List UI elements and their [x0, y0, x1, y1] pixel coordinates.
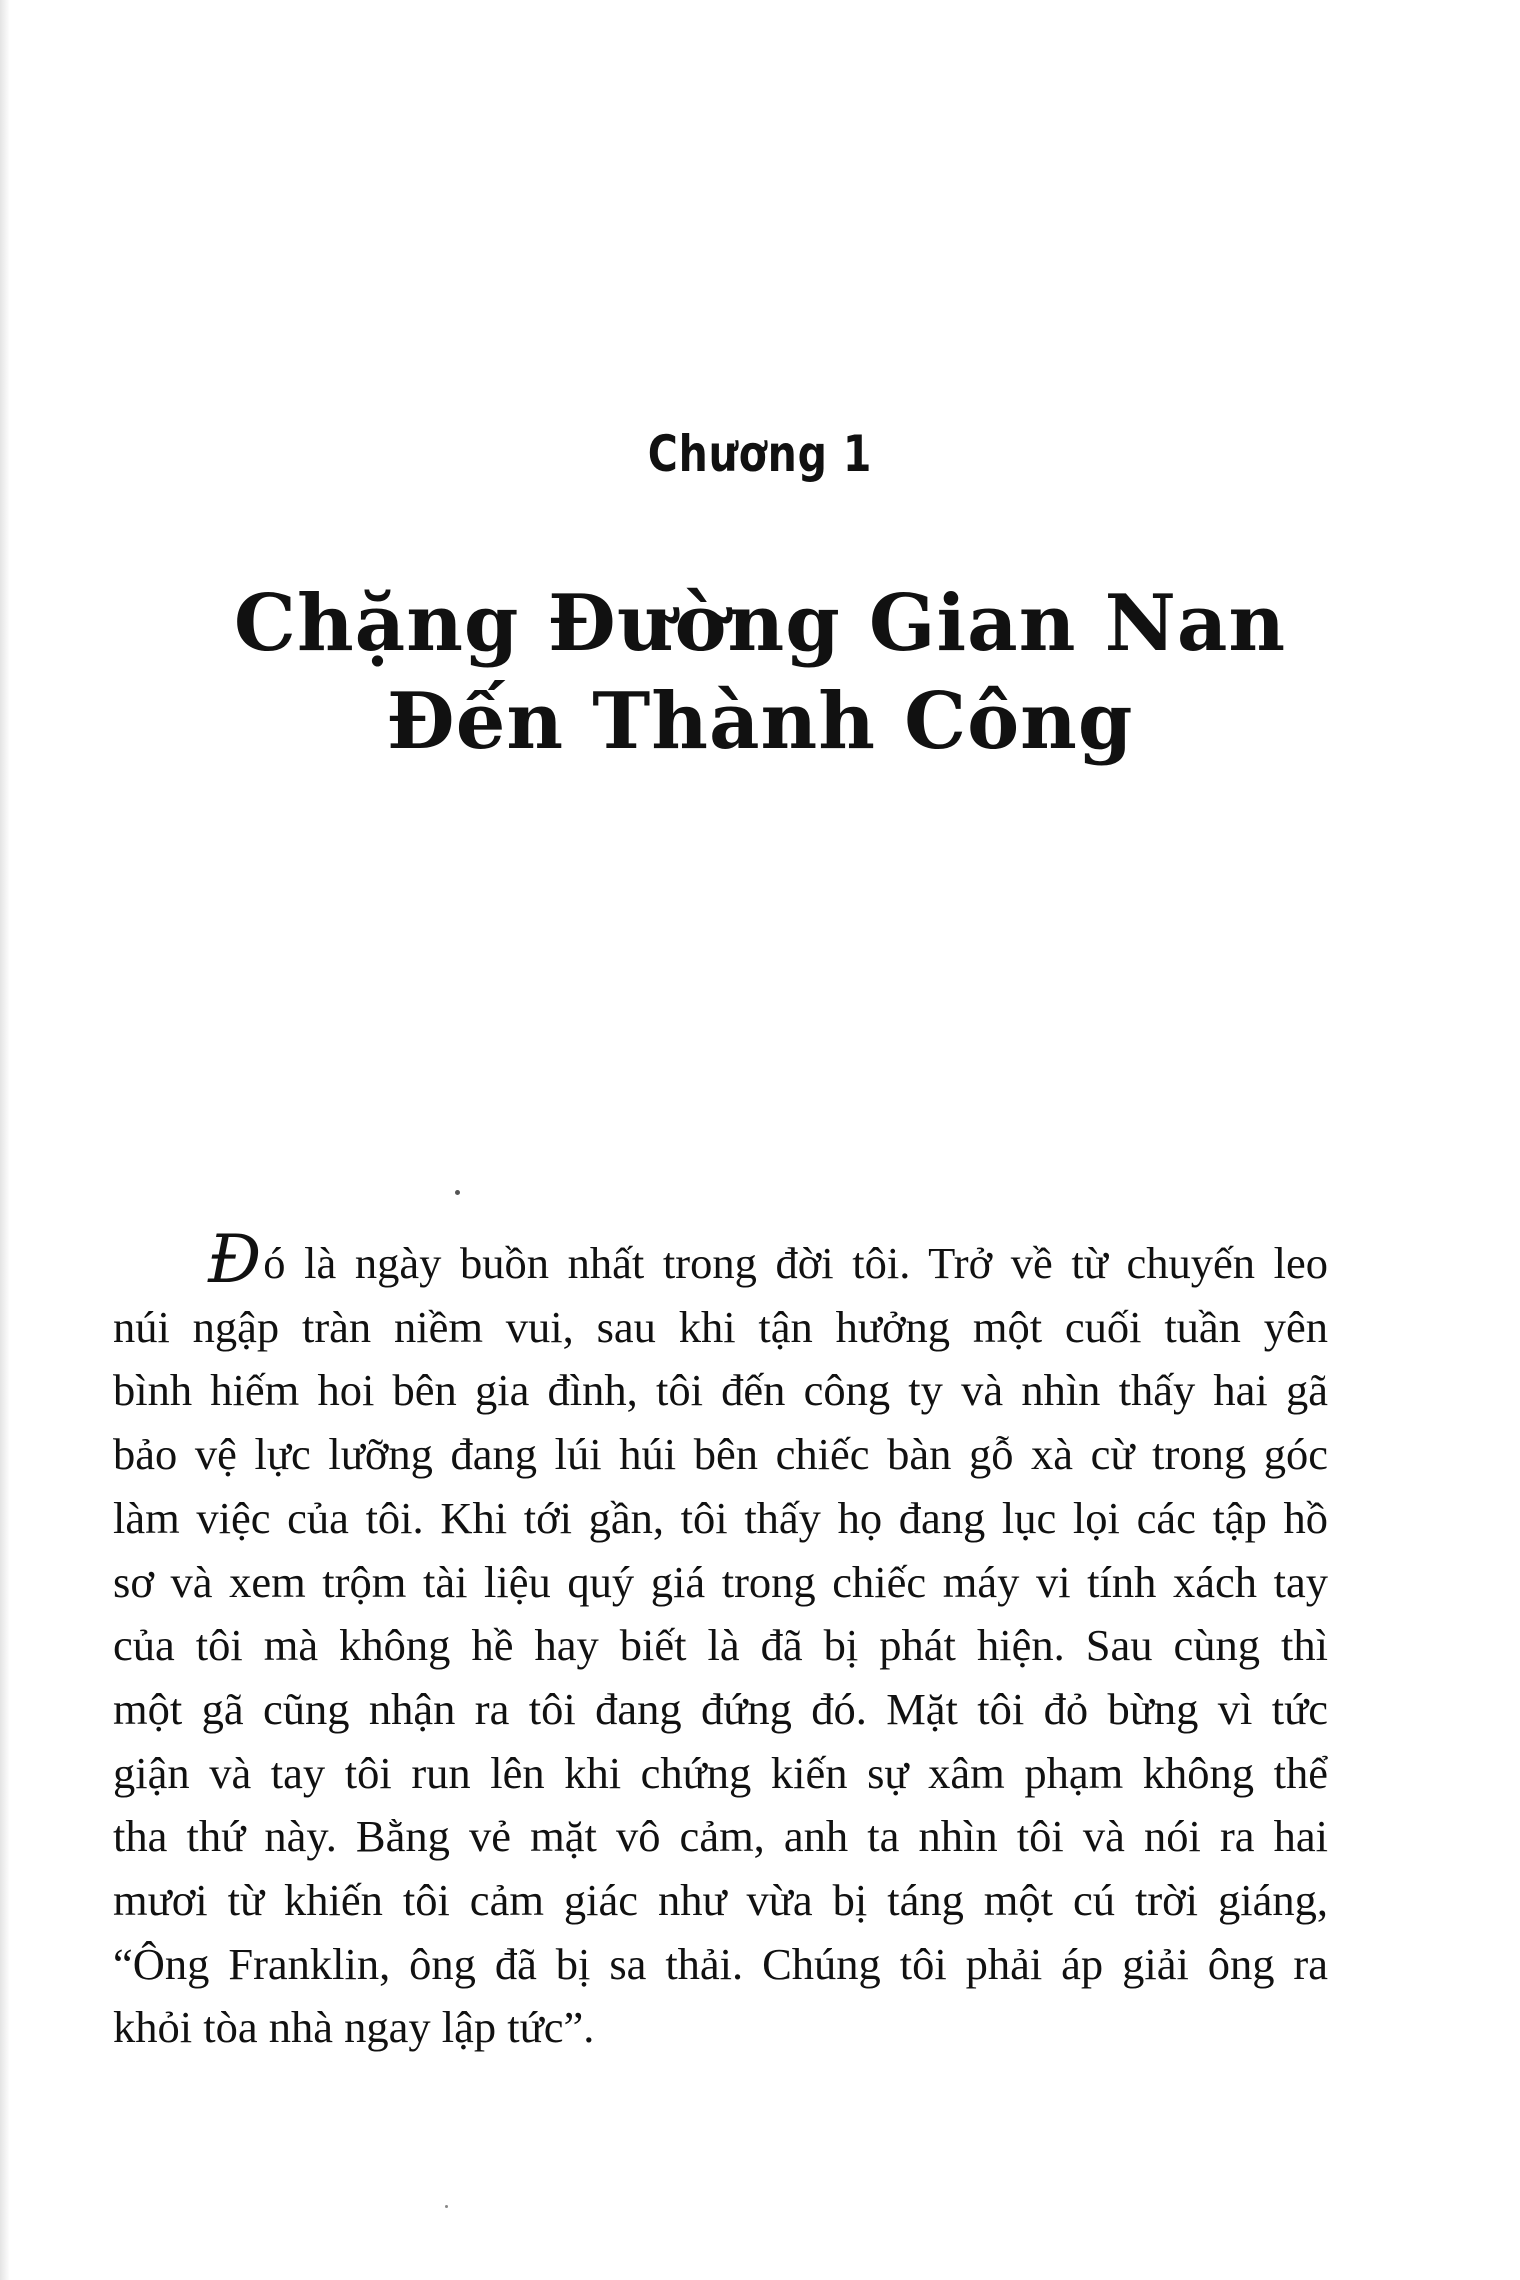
paragraph-line: “Ông Franklin, ông đã bị sa thải. Chúng tôi phải áp giải ông ra — [113, 1938, 1328, 1989]
paragraph-line: khỏi tòa nhà ngay lập tức”. — [113, 2002, 595, 2053]
paragraph-line: bảo vệ lực lưỡng đang lúi húi bên chiếc bàn gỗ xà cừ trong góc — [113, 1429, 1328, 1480]
paragraph-line: bình hiếm hoi bên gia đình, tôi đến công ty và nhìn thấy hai gã — [113, 1365, 1328, 1416]
page-gutter-shadow — [0, 0, 10, 2280]
paragraph-line: làm việc của tôi. Khi tới gần, tôi thấy họ đang lục lọi các tập hồ — [113, 1492, 1328, 1543]
chapter-title-line: Đến Thành Công — [386, 676, 1134, 767]
paragraph-line: tha thứ này. Bằng vẻ mặt vô cảm, anh ta nhìn tôi và nói ra hai — [113, 1811, 1328, 1862]
paragraph-line: sơ và xem trộm tài liệu quý giá trong chiếc máy vi tính xách tay — [113, 1556, 1328, 1607]
paragraph-line: mươi từ khiến tôi cảm giác như vừa bị táng một cú trời giáng, — [113, 1875, 1328, 1926]
chapter-number: Chương 1 — [647, 425, 873, 483]
chapter-title — [0, 575, 1520, 771]
print-speck — [445, 2205, 448, 2208]
paragraph-line — [113, 1221, 1328, 1298]
body-paragraph — [113, 1221, 1328, 2060]
paragraph-line: của tôi mà không hề hay biết là đã bị phát hiện. Sau cùng thì — [113, 1620, 1328, 1671]
paragraph-line: một gã cũng nhận ra tôi đang đứng đó. Mặt tôi đỏ bừng vì tức — [113, 1683, 1328, 1734]
chapter-title-line: Chặng Đường Gian Nan — [233, 578, 1287, 669]
paragraph-line: giận và tay tôi run lên khi chứng kiến sự xâm phạm không thể — [113, 1747, 1328, 1798]
print-speck — [455, 1190, 460, 1195]
paragraph-line: núi ngập tràn niềm vui, sau khi tận hưởng một cuối tuần yên — [113, 1301, 1328, 1352]
drop-cap: Đ — [208, 1221, 262, 1298]
paragraph-line-text: ó là ngày buồn nhất trong đời tôi. Trở về từ chuyến leo — [263, 1238, 1328, 1288]
